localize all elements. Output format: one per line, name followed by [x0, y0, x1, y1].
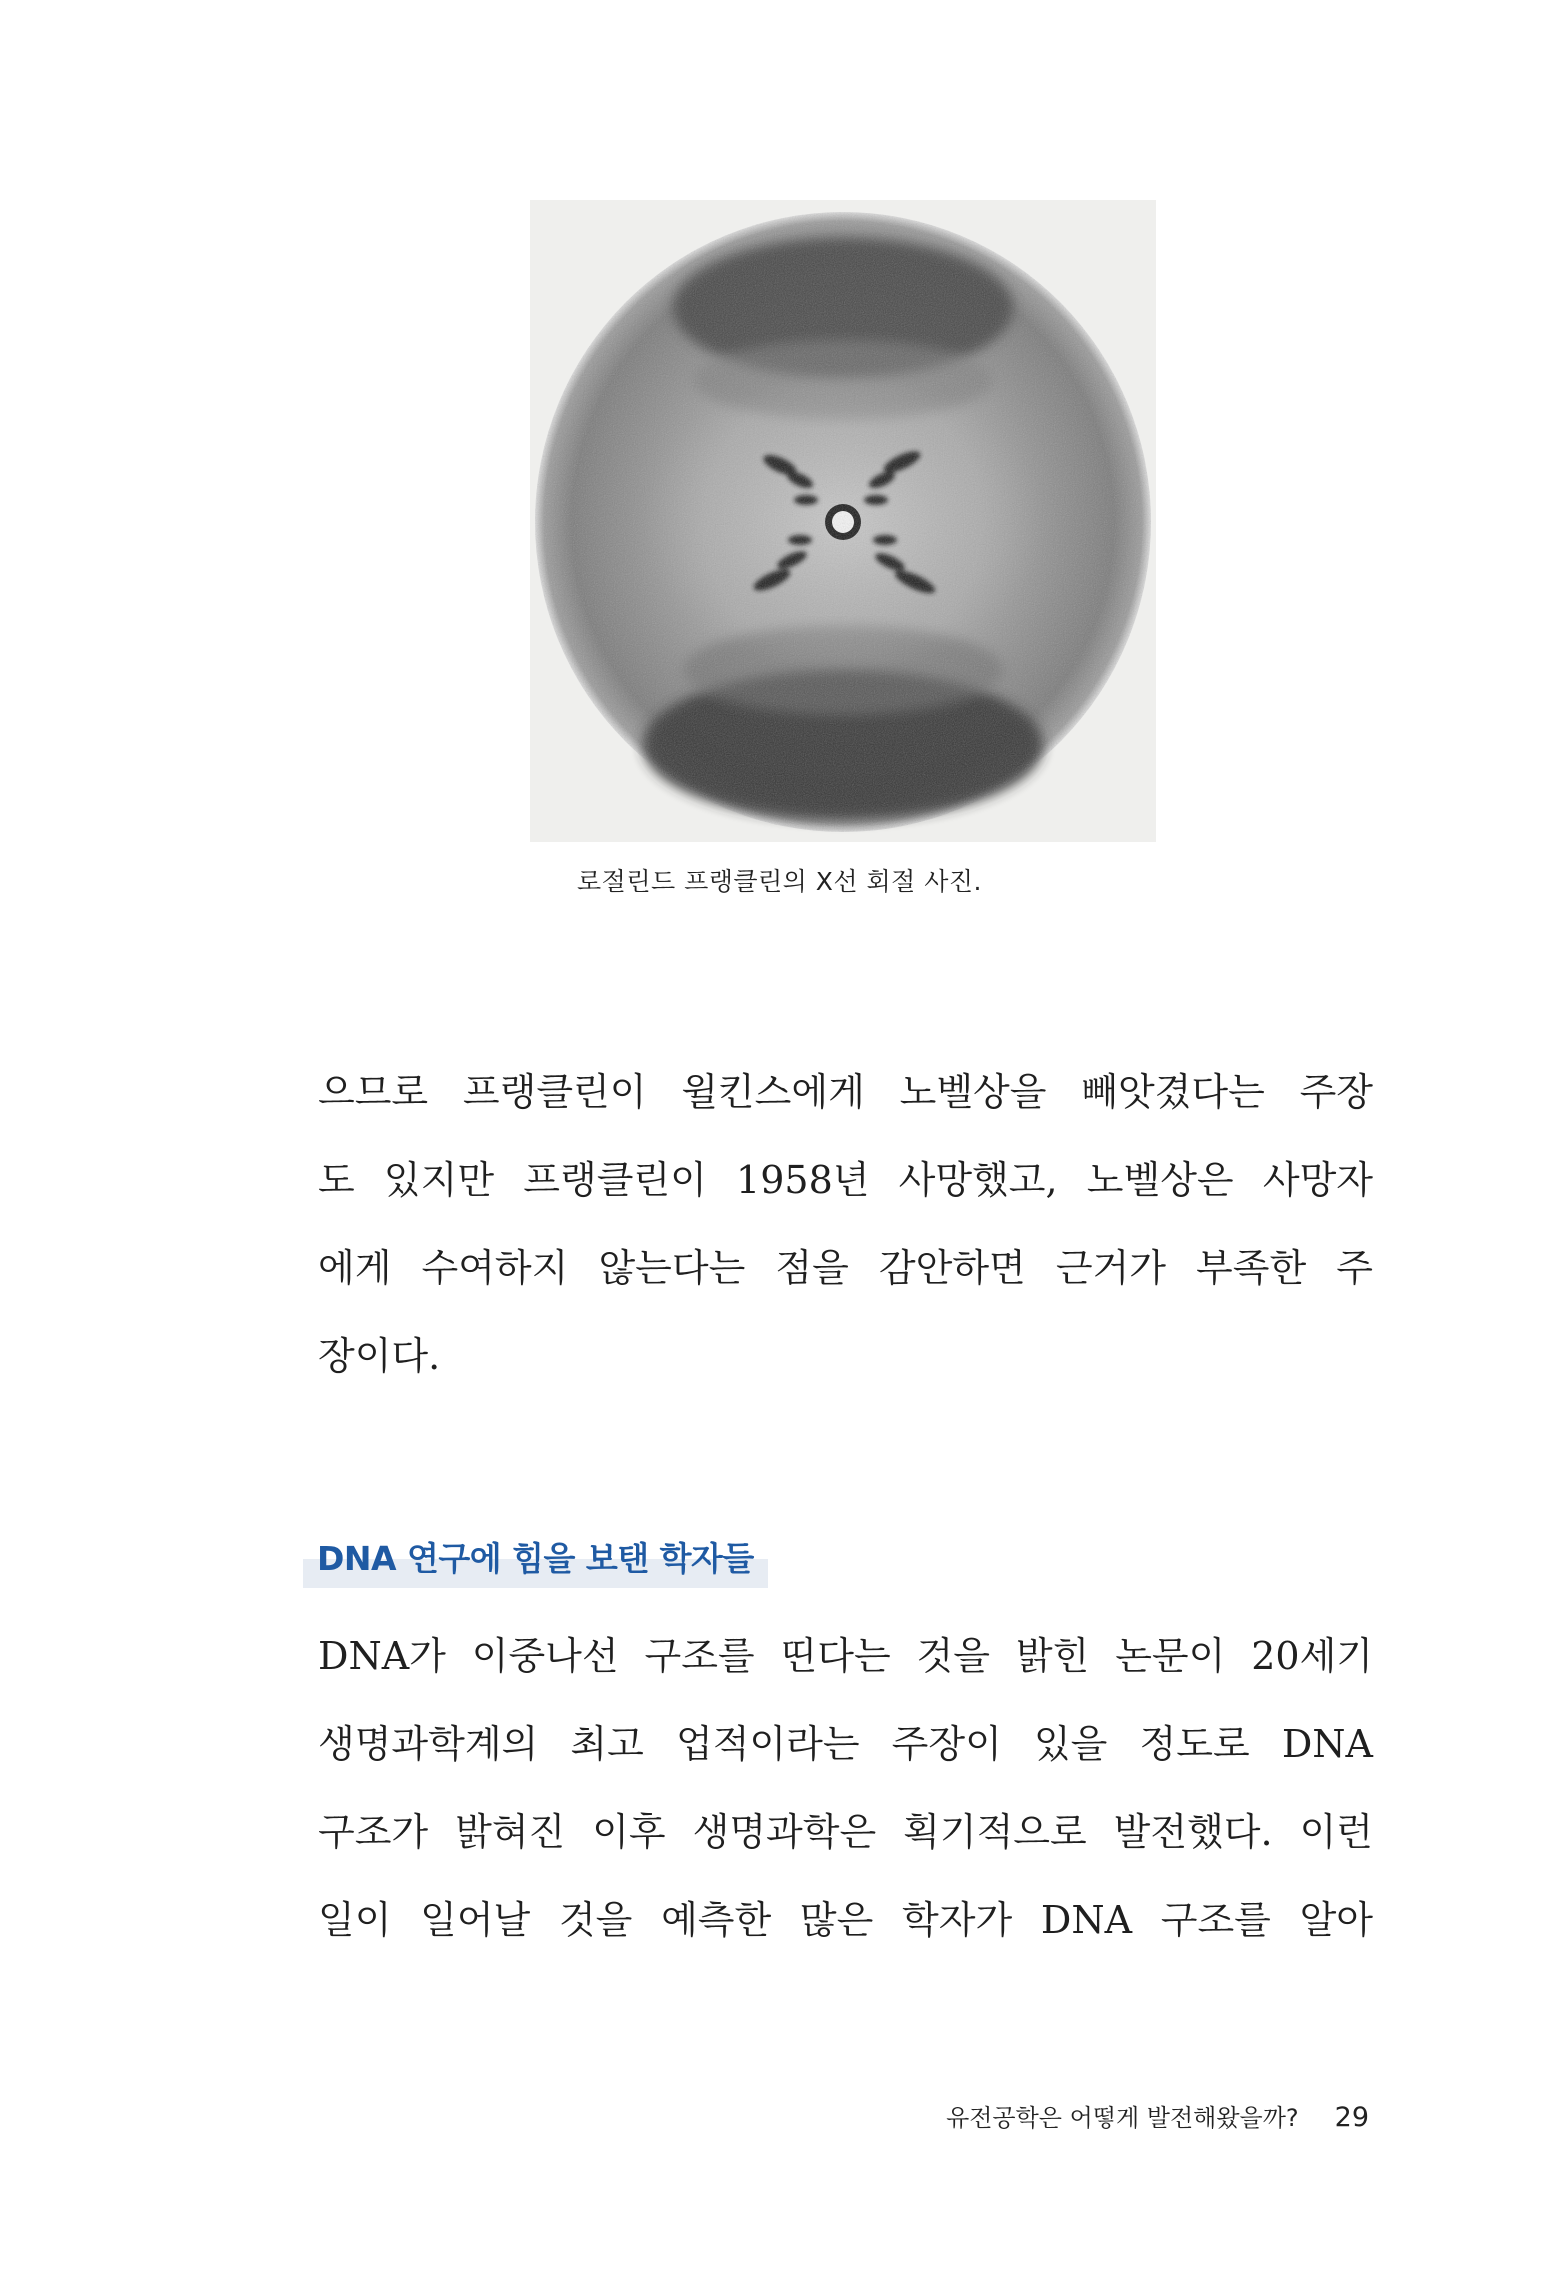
paragraph-line: 장이다.: [318, 1334, 441, 1378]
paragraph-line: 생명과학계의 최고 업적이라는 주장이 있을 정도로 DNA: [318, 1722, 1373, 1766]
paragraph-line: 에게 수여하지 않는다는 점을 감안하면 근거가 부족한 주: [318, 1246, 1373, 1290]
paragraph-line: 구조가 밝혀진 이후 생명과학은 획기적으로 발전했다. 이런: [318, 1810, 1373, 1854]
paragraph-line: 도 있지만 프랭클린이 1958년 사망했고, 노벨상은 사망자: [318, 1158, 1373, 1202]
page-number: 29: [1334, 2102, 1369, 2133]
paragraph-2: [318, 1612, 1373, 1964]
running-title: 유전공학은 어떻게 발전해왔을까?: [946, 2104, 1299, 2132]
x-ray-diffraction-photo-icon: [530, 200, 1156, 842]
figure-caption: 로절린드 프랭클린의 X선 회절 사진.: [577, 867, 982, 896]
paragraph-line: 으므로 프랭클린이 윌킨스에게 노벨상을 빼앗겼다는 주장: [318, 1070, 1373, 1114]
paragraph-line: DNA가 이중나선 구조를 띤다는 것을 밝힌 논문이 20세기: [318, 1634, 1373, 1678]
page-footer: [946, 2098, 1369, 2133]
paragraph-line: 일이 일어날 것을 예측한 많은 학자가 DNA 구조를 알아: [318, 1898, 1373, 1942]
paragraph-1: [318, 1048, 1373, 1400]
section-heading: DNA 연구에 힘을 보탠 학자들: [303, 1530, 768, 1588]
